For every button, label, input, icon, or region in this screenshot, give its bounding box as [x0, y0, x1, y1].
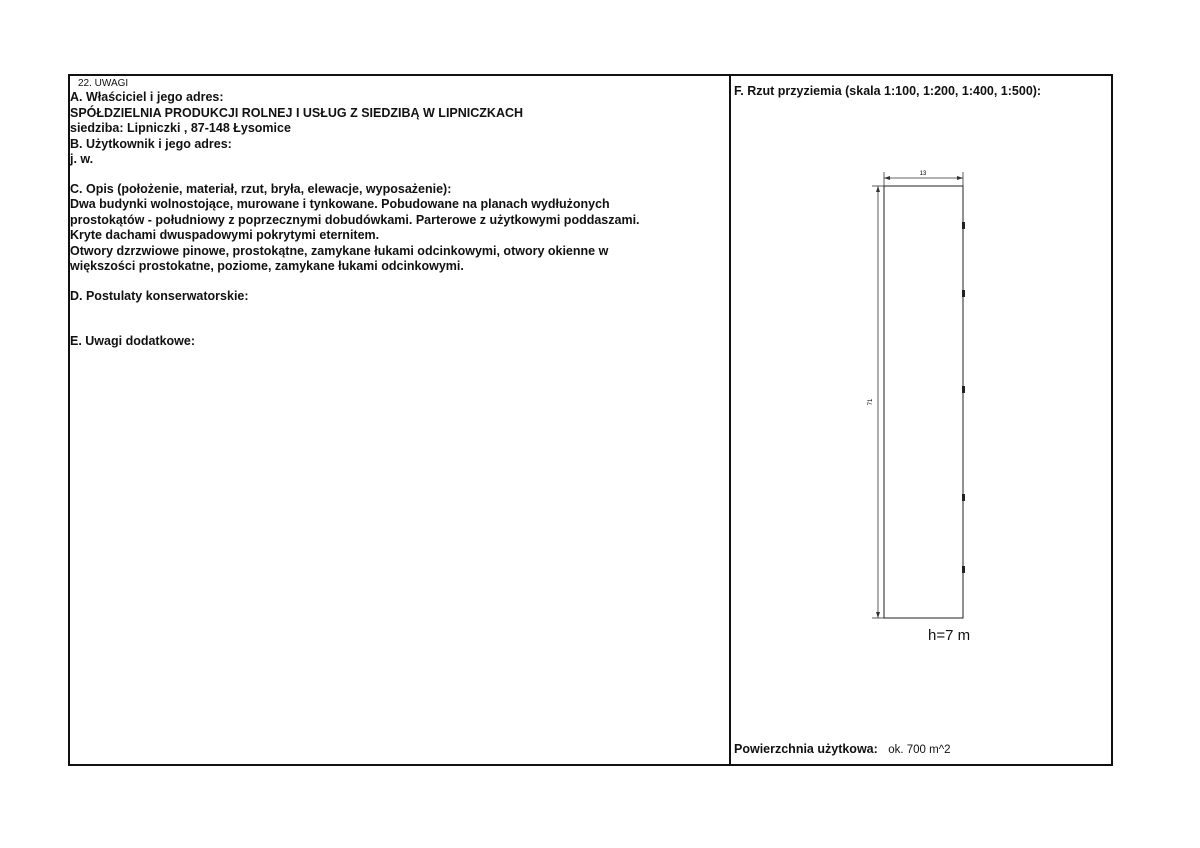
opening-mark: [962, 290, 965, 297]
height-label: h=7 m: [928, 627, 971, 644]
remarks-column: [70, 78, 726, 350]
owner-seat: siedziba: Lipniczki , 87-148 Łysomice: [70, 121, 291, 135]
ground-plan-title: F. Rzut przyziemia (skala 1:100, 1:200, 1:400, 1:500):: [734, 84, 1042, 98]
description-line: Kryte dachami dwuspadowymi pokrytymi eternitem.: [70, 228, 380, 242]
area-label: Powierzchnia użytkowa:: [734, 742, 878, 756]
description-line: prostokątów - południowy z poprzecznymi dobudówkami. Parterowe z użytkowymi poddaszami.: [70, 212, 640, 227]
column-divider: [729, 74, 731, 766]
description-line: Dwa budynki wolnostojące, murowane i tynkowane. Pobudowane na planach wydłużonych: [70, 197, 610, 211]
floor-plan-drawing: [866, 166, 976, 626]
building-outline: [884, 186, 963, 618]
opening-mark: [962, 566, 965, 573]
owner-name: SPÓŁDZIELNIA PRODUKCJI ROLNEJ I USŁUG Z SIEDZIBĄ W LIPNICZKACH: [70, 105, 524, 120]
opening-mark: [962, 222, 965, 229]
description-heading: C. Opis (położenie, materiał, rzut, bryła, elewacje, wyposażenie):: [70, 181, 452, 196]
length-dimension-label: 71: [868, 398, 874, 406]
area-value: ok. 700 m^2: [888, 744, 951, 756]
conservation-heading: D. Postulaty konserwatorskie:: [70, 288, 249, 303]
opening-mark: [962, 494, 965, 501]
owner-heading: A. Właściciel i jego adres:: [70, 90, 224, 104]
user-heading: B. Użytkownik i jego adres:: [70, 136, 232, 151]
usable-area: [734, 740, 951, 758]
description-line: większości prostokatne, poziome, zamykane łukami odcinkowymi.: [70, 259, 464, 273]
opening-mark: [962, 386, 965, 393]
width-dimension-label: 13: [919, 171, 927, 177]
description-line: Otwory dzrzwiowe pinowe, prostokątne, zamykane łukami odcinkowymi, otwory okienne w: [70, 243, 609, 258]
section-label: 22. UWAGI: [78, 78, 129, 89]
user-value: j. w.: [70, 152, 94, 166]
additional-heading: E. Uwagi dodatkowe:: [70, 334, 196, 348]
